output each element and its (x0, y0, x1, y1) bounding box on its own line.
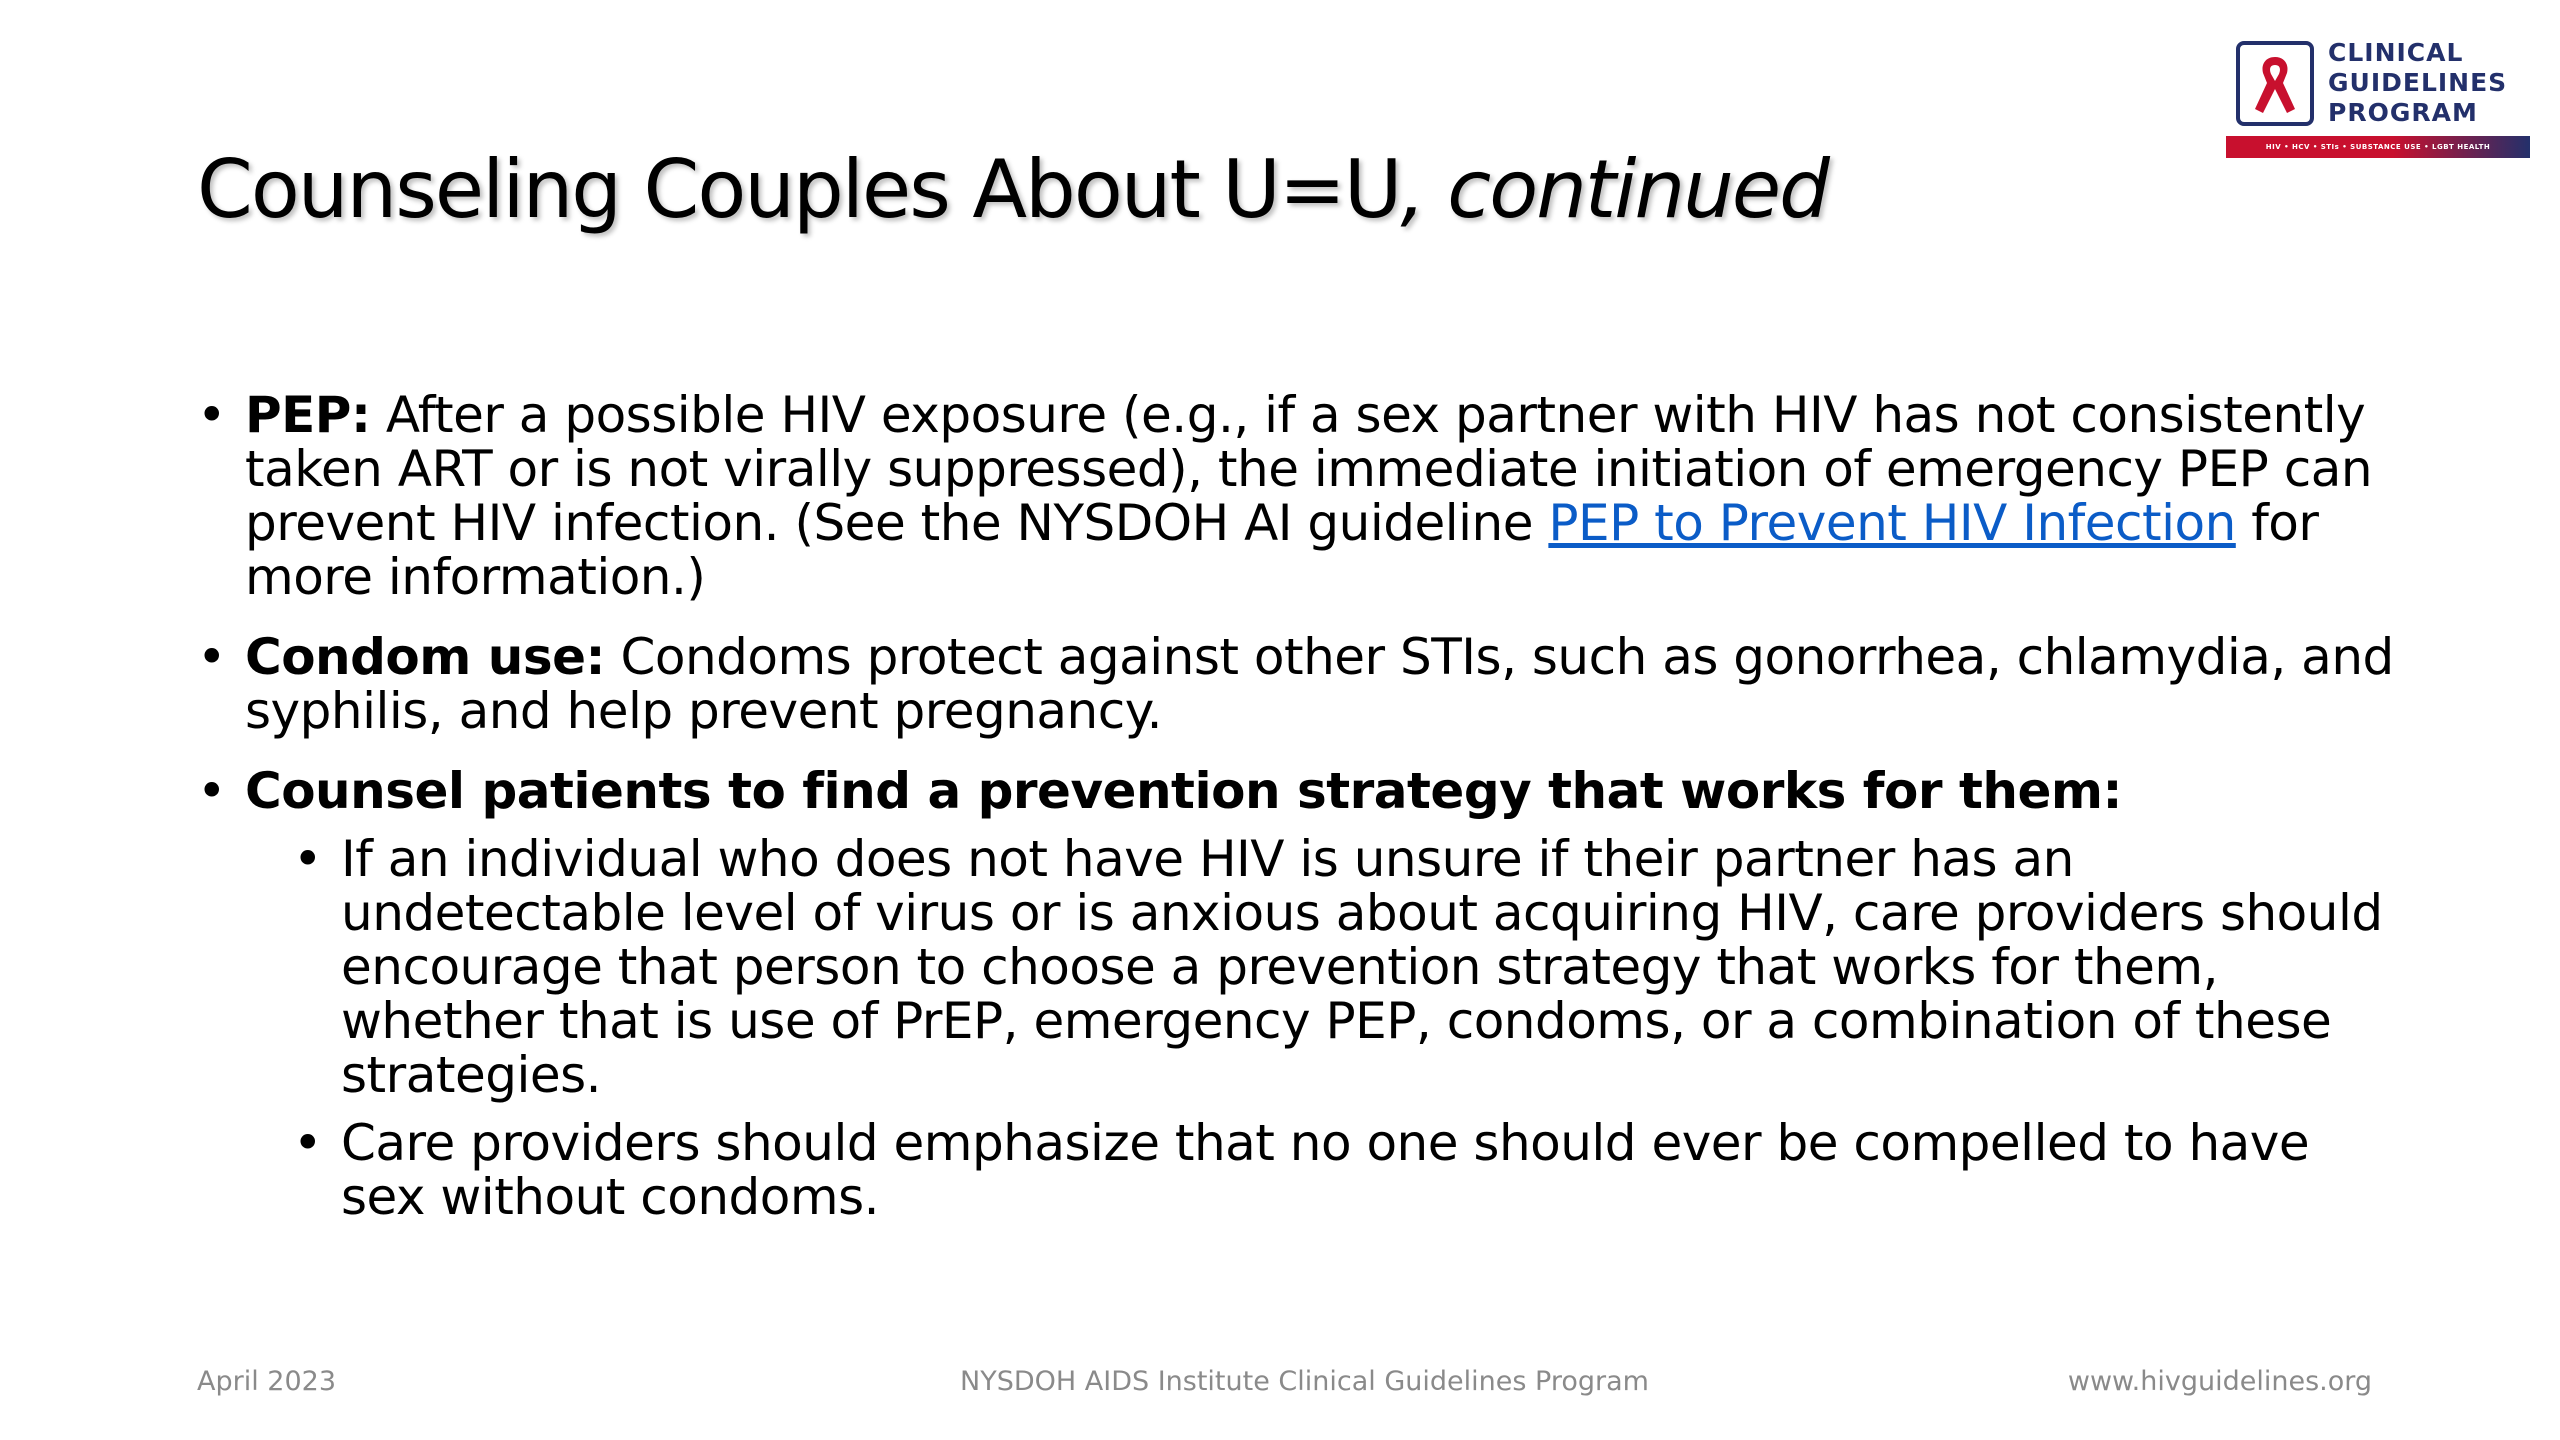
bullet-condom-label: Condom use: (245, 628, 606, 686)
slide-title (197, 143, 1828, 236)
slide-title-main: Counseling Couples About U=U (197, 143, 1401, 236)
clinical-guidelines-program-logo (2226, 36, 2530, 162)
logo-line-2: GUIDELINES (2328, 68, 2508, 97)
pep-guideline-link[interactable]: PEP to Prevent HIV Infection (1548, 494, 2236, 552)
footer-date: April 2023 (197, 1366, 337, 1397)
bullet-condom-use (197, 630, 2397, 738)
bullet-list (197, 388, 2397, 1224)
sub-bullet-item: • If an individual who does not have HIV is unsure if their partner has an undetectable level of virus or is anxious about acquiring HIV, care providers should encourage that person to choose a prevention strategy that works for them, whether that is use of PrEP, emergency PEP, condoms, or a combination of these strategies. (293, 832, 2397, 1102)
bullet-pep (197, 388, 2397, 604)
bullet-pep-label: PEP: (245, 386, 371, 444)
bullet-counsel-patients (197, 764, 2397, 1224)
logo-line-3: PROGRAM (2328, 98, 2478, 127)
bullet-condom-text: Condoms protect against other STIs, such as gonorrhea, chlamydia, and syphilis, and help prevent pregnancy. (245, 628, 2394, 740)
logo-emblem (2236, 41, 2314, 126)
slide-body (197, 388, 2397, 1250)
red-ribbon-icon (2249, 53, 2301, 115)
logo-line-1: CLINICAL (2328, 38, 2464, 67)
slide-title-continued: , continued (1400, 143, 1828, 236)
footer-website: www.hivguidelines.org (2067, 1366, 2372, 1397)
footer-program: NYSDOH AIDS Institute Clinical Guidelines Program (960, 1366, 1649, 1397)
logo-wordmark (2328, 38, 2507, 128)
bullet-pep-text-end: for more information.) (245, 494, 2319, 606)
bullet-counsel-label: Counsel patients to find a prevention strategy that works for them: (245, 762, 2122, 820)
sub-bullet-item: • Care providers should emphasize that no one should ever be compelled to have sex without condoms. (293, 1116, 2397, 1224)
logo-tagline-bar: HIV • HCV • STIs • SUBSTANCE USE • LGBT HEALTH (2226, 136, 2530, 158)
bullet-pep-text: After a possible HIV exposure (e.g., if a sex partner with HIV has not consistently taken ART or is not virally suppressed), the immediate initiation of emergency PEP can prevent HIV infection. (See the NYSDOH AI guideline (245, 386, 2373, 552)
counsel-sub-list (245, 832, 2397, 1224)
